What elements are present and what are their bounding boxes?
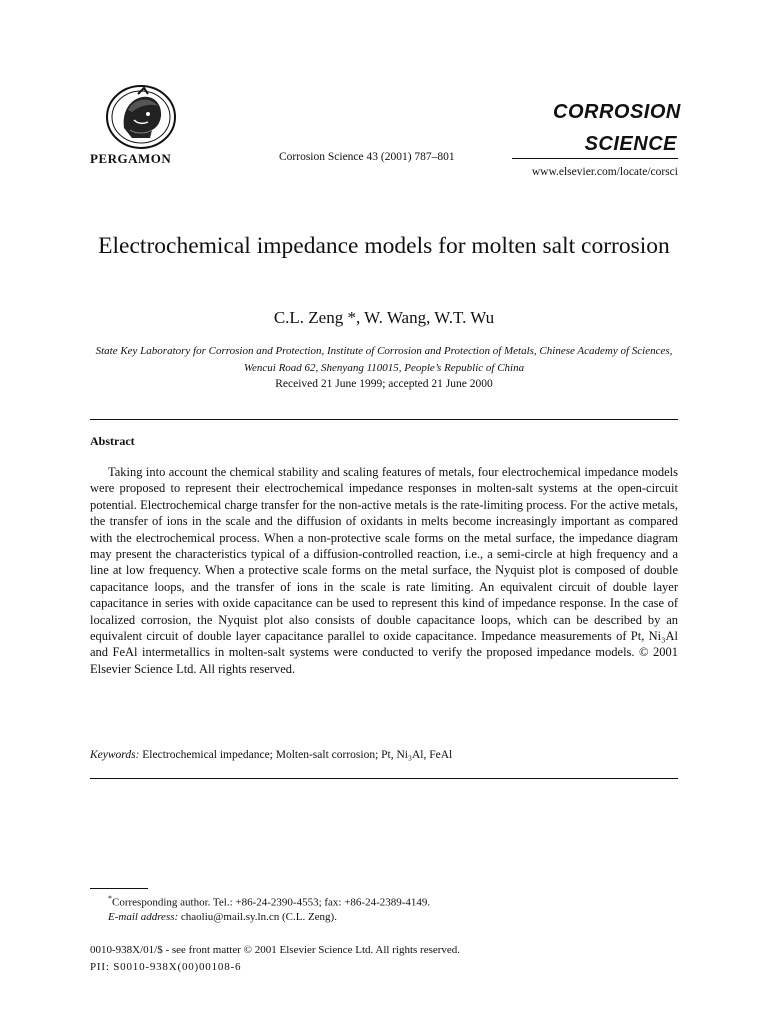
footnote-email xyxy=(108,911,337,923)
section-divider-bottom xyxy=(90,778,678,779)
received-dates: Received 21 June 1999; accepted 21 June 2000 xyxy=(275,378,493,390)
abstract-heading: Abstract xyxy=(90,434,135,448)
journal-citation: Corrosion Science 43 (2001) 787–801 xyxy=(279,151,455,163)
keywords-label: Keywords: xyxy=(90,749,140,761)
footnote-divider xyxy=(90,888,148,889)
article-authors: C.L. Zeng *, W. Wang, W.T. Wu xyxy=(273,308,495,327)
pii-line: PII: S0010-938X(00)00108-6 xyxy=(90,961,242,973)
keywords-line xyxy=(90,749,678,761)
publisher-name: PERGAMON xyxy=(90,151,172,166)
header-divider xyxy=(512,158,678,159)
abstract-text: Taking into account the chemical stability and scaling features of metals, four electrochemical impedance models were proposed to represent their electrochemical impedance responses in molten-salt systems at the open-circuit potential. Electrochemical charge transfer for the non-active metals is the rate-limiting process. For the active metals, the transfer of ions in the scale and the diffusion of oxidants in melts become increasingly important as compared with the electrochemical process. When a non-protective scale forms on the metal surface, the impedance diagram may present the characteristics typical of a diffusion-controlled reaction, i.e., a semi-circle at high frequency and a line at low frequency. When a protective scale forms on the metal surface, the Nyquist plot is composed of double capacitance loops, and the transfer of ions in the scale is rate limiting. An equivalent circuit of double layer capacitance in series with oxide capacitance can be used to represent this kind of impedance response. In the case of localized corrosion, the Nyquist plot also consists of double capacitance loops, which can be described by an equivalent circuit of double layer capacitance parallel to oxide capacitance. Impedance measurements of Pt, Ni₃Al and FeAl intermetallics in molten-salt systems were conducted to verify the proposed impedance models. © 2001 Elsevier Science Ltd. All rights reserved. xyxy=(90,465,678,676)
copyright-line: 0010-938X/01/$ - see front matter © 2001 Elsevier Science Ltd. All rights reserved. xyxy=(90,944,461,956)
email-label: E-mail address: xyxy=(108,911,179,923)
article-title: Electrochemical impedance models for molten salt corrosion xyxy=(98,233,670,259)
journal-wordmark xyxy=(553,96,681,160)
footnote-corresponding xyxy=(108,894,430,909)
email-address: chaoliu@mail.sy.ln.cn (C.L. Zeng). xyxy=(178,911,337,923)
footnote-corresponding-text: Corresponding author. Tel.: +86-24-2390-4553; fax: +86-24-2389-4149. xyxy=(112,896,431,909)
journal-wordmark-line2: SCIENCE xyxy=(584,133,677,155)
section-divider-top xyxy=(90,419,678,420)
pergamon-logo-icon xyxy=(104,84,178,150)
keywords-list: Electrochemical impedance; Molten-salt corrosion; Pt, Ni₃Al, FeAl xyxy=(139,749,453,761)
journal-wordmark-line1: CORROSION xyxy=(553,101,681,123)
author-affiliation: State Key Laboratory for Corrosion and Protection, Institute of Corrosion and Protection of Metals, Chinese Academy of Sciences, Wencui Road 62, Shenyang 110015, People’s Republic of China xyxy=(95,345,673,374)
journal-url-link[interactable]: www.elsevier.com/locate/corsci xyxy=(531,166,678,178)
footnote-mark: * xyxy=(108,894,112,903)
